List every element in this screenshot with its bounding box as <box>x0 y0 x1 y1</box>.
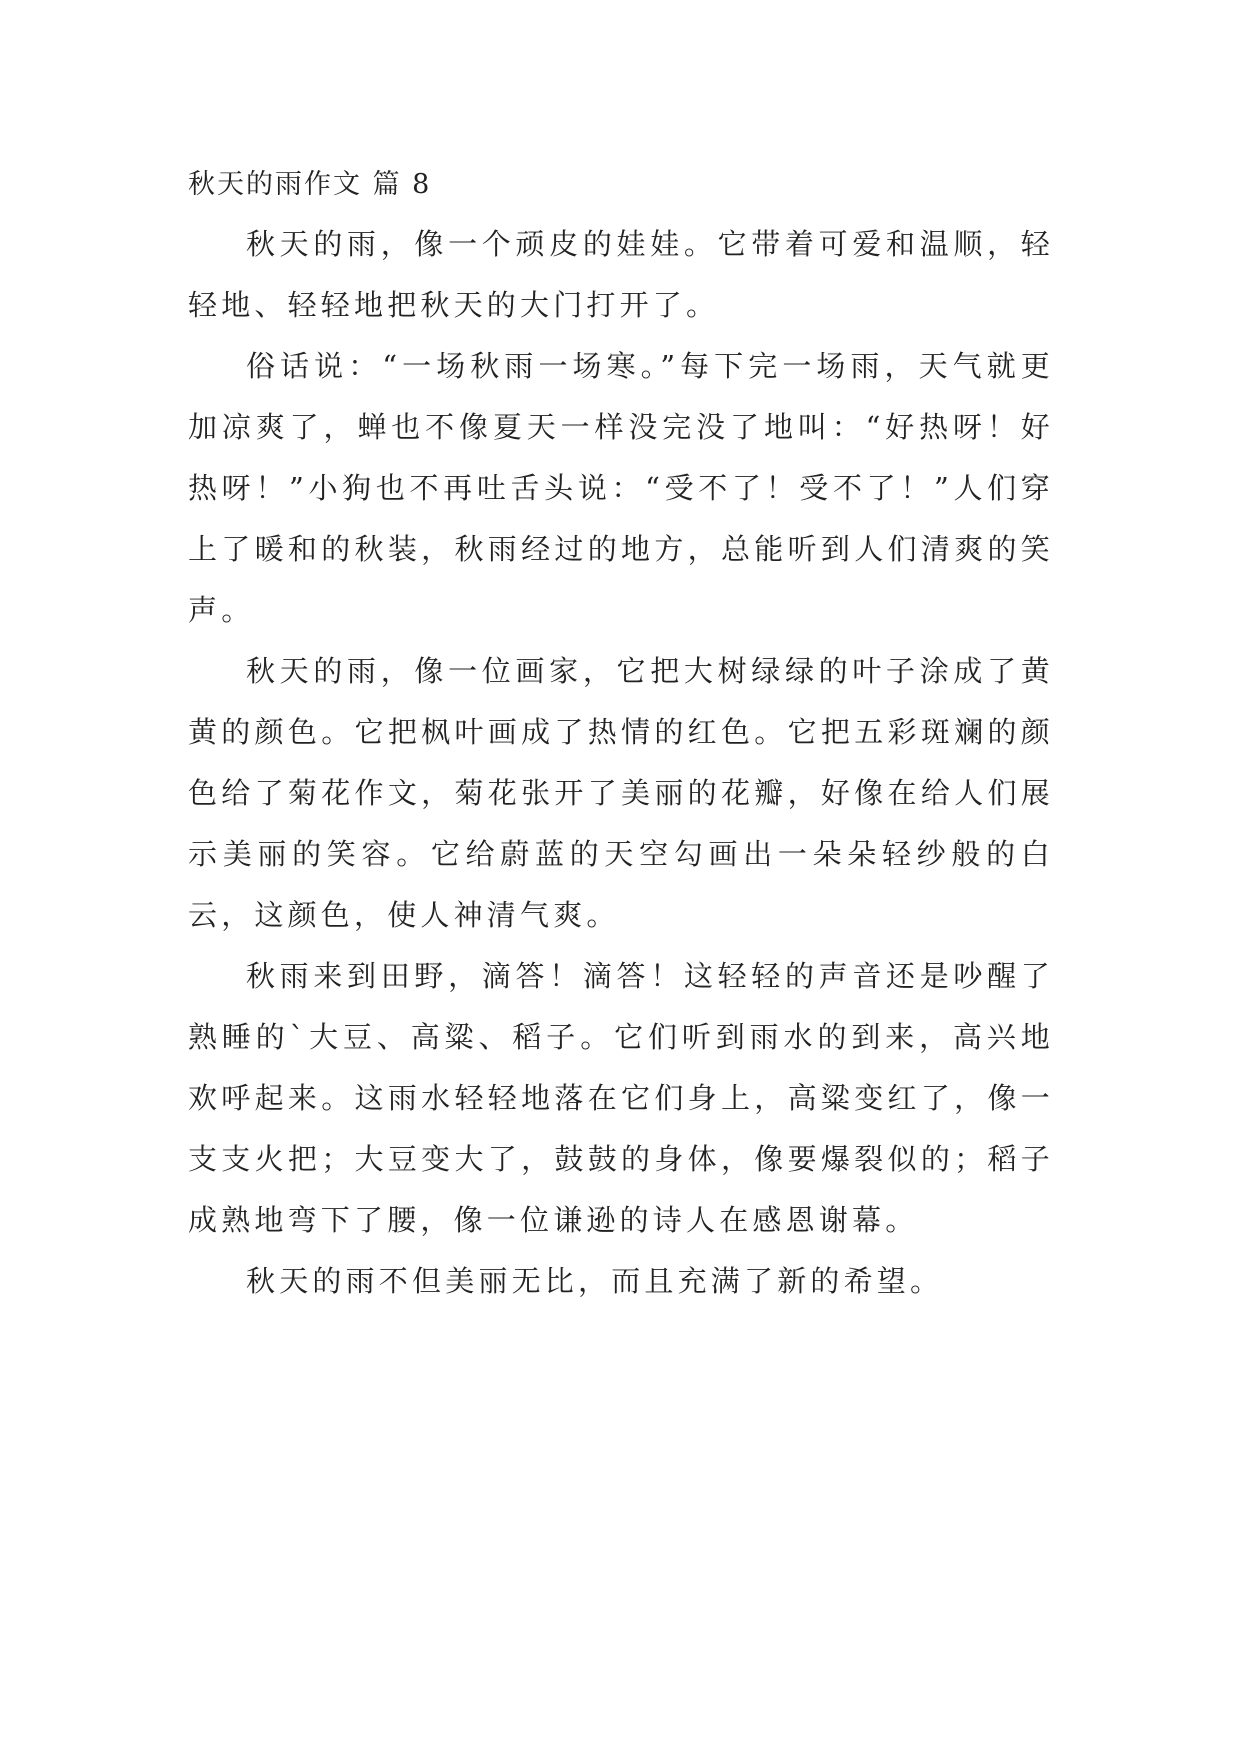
paragraph-2: 俗话说：“一场秋雨一场寒。”每下完一场雨，天气就更加凉爽了，蝉也不像夏天一样没完没了地叫：“好热呀！好热呀！”小狗也不再吐舌头说：“受不了！受不了！”人们穿上了暖和的秋装，秋雨经过的地方，总能听到人们清爽的笑声。 <box>188 349 1054 627</box>
document-title: 秋天的雨作文 篇 8 <box>188 169 432 200</box>
paragraph-4: 秋雨来到田野，滴答！滴答！这轻轻的声音还是吵醒了熟睡的`大豆、高粱、稻子。它们听到雨水的到来，高兴地欢呼起来。这雨水轻轻地落在它们身上，高粱变红了，像一支支火把；大豆变大了，鼓鼓的身体，像要爆裂似的；稻子成熟地弯下了腰，像一位谦逊的诗人在感恩谢幕。 <box>188 959 1054 1237</box>
paragraph-5: 秋天的雨不但美丽无比，而且充满了新的希望。 <box>246 1264 944 1298</box>
paragraph-3: 秋天的雨，像一位画家，它把大树绿绿的叶子涂成了黄黄的颜色。它把枫叶画成了热情的红色。它把五彩斑斓的颜色给了菊花作文，菊花张开了美丽的花瓣，好像在给人们展示美丽的笑容。它给蔚蓝的天空勾画出一朵朵轻纱般的白云，这颜色，使人神清气爽。 <box>188 654 1054 932</box>
document-body <box>188 160 1054 1312</box>
paragraph-1: 秋天的雨，像一个顽皮的娃娃。它带着可爱和温顺，轻轻地、轻轻地把秋天的大门打开了。 <box>188 227 1054 322</box>
